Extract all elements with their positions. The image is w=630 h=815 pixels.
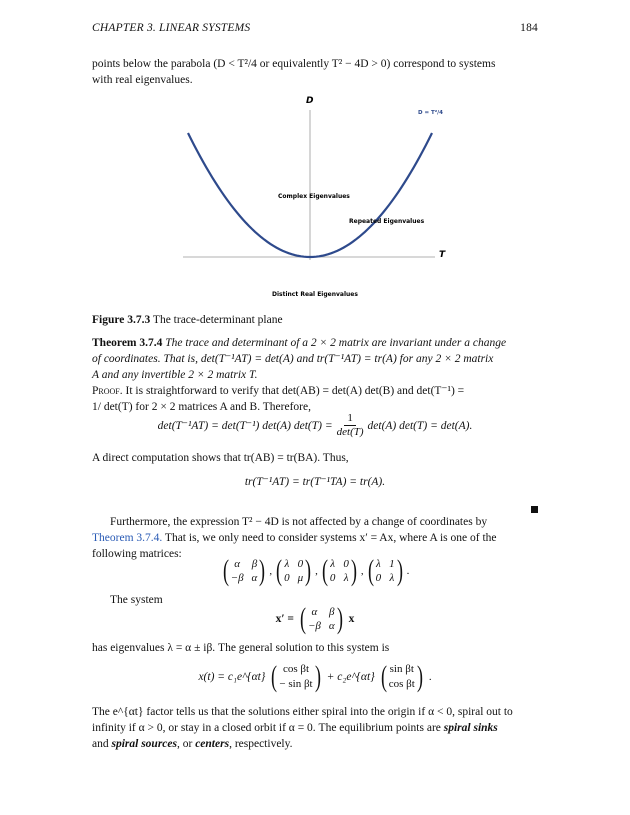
term-centers: centers [195, 738, 230, 750]
theorem-line-2: of coordinates. That is, det(T⁻¹AT) = det(A) and tr(T⁻¹AT) = tr(A) for any 2 × 2 matrix [92, 353, 494, 365]
system-lhs: x′ = [275, 613, 294, 625]
proof-line-3-wrap [92, 450, 349, 466]
distinct-eigenvalues-label: Distinct Real Eigenvalues [272, 291, 358, 298]
proof-block [92, 383, 542, 415]
equation-det [0, 412, 630, 439]
figure-caption [92, 312, 283, 328]
chapter-title: CHAPTER 3. LINEAR SYSTEMS [92, 22, 251, 34]
repeated-eigenvalues-label: Repeated Eigenvalues [349, 218, 425, 225]
intro-line-2: with real eigenvalues. [92, 74, 193, 86]
closing-line-2: infinity if α > 0, or stay in a closed orbit if α = 0. The equilibrium points are [92, 722, 441, 734]
theorem-line-3: A and any invertible 2 × 2 matrix T. [92, 369, 258, 381]
m1-a: α [234, 557, 240, 570]
system-intro: The system [110, 594, 163, 606]
theorem-line-1: The trace and determinant of a 2 × 2 matrix are invariant under a change [165, 337, 507, 349]
eq1-left: det(T⁻¹AT) = det(T⁻¹) det(A) det(T) = [157, 419, 333, 432]
furthermore-line-1: Furthermore, the expression T² − 4D is not affected by a change of coordinates by [110, 516, 488, 528]
v2-top: sin βt [389, 663, 414, 675]
sm-b: β [329, 605, 335, 618]
m1-b: β [251, 557, 258, 570]
solution-vector-2: ( sin βt cos βt ) [380, 660, 423, 693]
m2-d: μ [297, 571, 304, 584]
v2-bottom: cos βt [388, 678, 415, 690]
m4-b: 1 [389, 557, 395, 570]
solution-lhs: x(t) = c₁e^{αt} [198, 671, 266, 683]
m2-a: λ [284, 557, 290, 570]
eq1-denominator: det(T) [336, 426, 364, 438]
matrices-row: ( α β −β α ) , ( λ 0 0 μ ) , ( λ 0 0 λ ) , ( λ 1 0 λ ) . [222, 554, 410, 587]
qed-square [531, 506, 538, 513]
sm-c: −β [307, 619, 321, 632]
sm-d: α [328, 619, 335, 632]
proof-line-1: It is straightforward to verify that det(AB) = det(A) det(B) and det(T⁻¹) = [125, 385, 465, 397]
term-spiral-sources: spiral sources [111, 738, 177, 750]
m3-a: λ [330, 557, 335, 570]
matrix-2: ( λ 0 0 μ ) [276, 554, 312, 587]
m4-d: λ [389, 571, 395, 584]
m4-c: 0 [375, 571, 382, 584]
system-rhs: x [348, 613, 355, 625]
v1-bottom: − sin βt [279, 678, 313, 690]
closing-line-1: The e^{αt} factor tells us that the solutions either spiral into the origin if α < 0, spiral out to [92, 706, 513, 718]
furthermore-paragraph [92, 514, 542, 562]
system-matrix: ( α β −β α ) [299, 602, 343, 635]
m1-c: −β [230, 571, 244, 584]
v1-top: cos βt [282, 663, 310, 675]
solution-vector-1: ( cos βt − sin βt ) [271, 660, 321, 693]
eq1-fraction [337, 412, 364, 439]
page-number: 184 [520, 22, 538, 34]
m4-a: λ [375, 557, 381, 570]
m3-d: λ [343, 571, 349, 584]
term-spiral-sinks: spiral sinks [443, 722, 498, 734]
general-solution: x(t) = c₁e^{αt} ( cos βt − sin βt ) + c₂e^{αt} ( sin βt cos βt ) . [198, 660, 432, 693]
m2-b: 0 [297, 557, 304, 570]
intro-paragraph [92, 56, 542, 88]
eq1-numerator: 1 [344, 412, 356, 426]
theorem-label: Theorem 3.7.4 [92, 337, 163, 349]
caption-text: The trace-determinant plane [152, 314, 283, 326]
proof-label: Proof. [92, 385, 123, 397]
caption-label: Figure 3.7.3 [92, 314, 151, 326]
sm-a: α [311, 605, 318, 618]
matrix-3: ( λ 0 0 λ ) [321, 554, 357, 587]
m1-d: α [251, 571, 258, 584]
curve-label: D = T²/4 [418, 110, 443, 116]
m2-c: 0 [284, 571, 290, 584]
m3-b: 0 [343, 557, 349, 570]
intro-line-1: points below the parabola (D < T²/4 or equivalently T² − 4D > 0) correspond to systems [92, 58, 496, 70]
complex-eigenvalues-label: Complex Eigenvalues [278, 193, 350, 200]
furthermore-line-2: That is, we only need to consider systems x′ = Ax, where A is one of the [162, 532, 497, 544]
closing-paragraph [92, 704, 544, 752]
proof-line-2: 1/ det(T) for 2 × 2 matrices A and B. Therefore, [92, 401, 311, 413]
matrix-1: ( α β −β α ) [222, 554, 266, 587]
eq1-right: det(A) det(T) = det(A). [367, 419, 473, 432]
theorem-link[interactable]: Theorem 3.7.4. [92, 532, 163, 544]
m3-c: 0 [329, 571, 336, 584]
page-header [92, 22, 538, 34]
eigenvalue-line: has eigenvalues λ = α ± iβ. The general solution to this system is [92, 642, 390, 654]
proof-line-3: A direct computation shows that tr(AB) = tr(BA). Thus, [92, 452, 349, 464]
y-axis-label: D [306, 96, 314, 106]
closing-and: and [92, 738, 109, 750]
solution-mid: + c₂e^{αt} [326, 671, 375, 683]
closing-or: , or [176, 738, 193, 750]
x-axis-label: T [439, 250, 446, 260]
matrix-4: ( λ 1 0 λ ) [367, 554, 403, 587]
equation-trace: tr(T⁻¹AT) = tr(T⁻¹TA) = tr(A). [244, 476, 386, 488]
theorem-block [92, 335, 542, 383]
system-equation [0, 604, 630, 634]
trace-determinant-figure [150, 90, 480, 305]
closing-respectively: , respectively. [229, 738, 293, 750]
furthermore-line-3: following matrices: [92, 548, 182, 560]
